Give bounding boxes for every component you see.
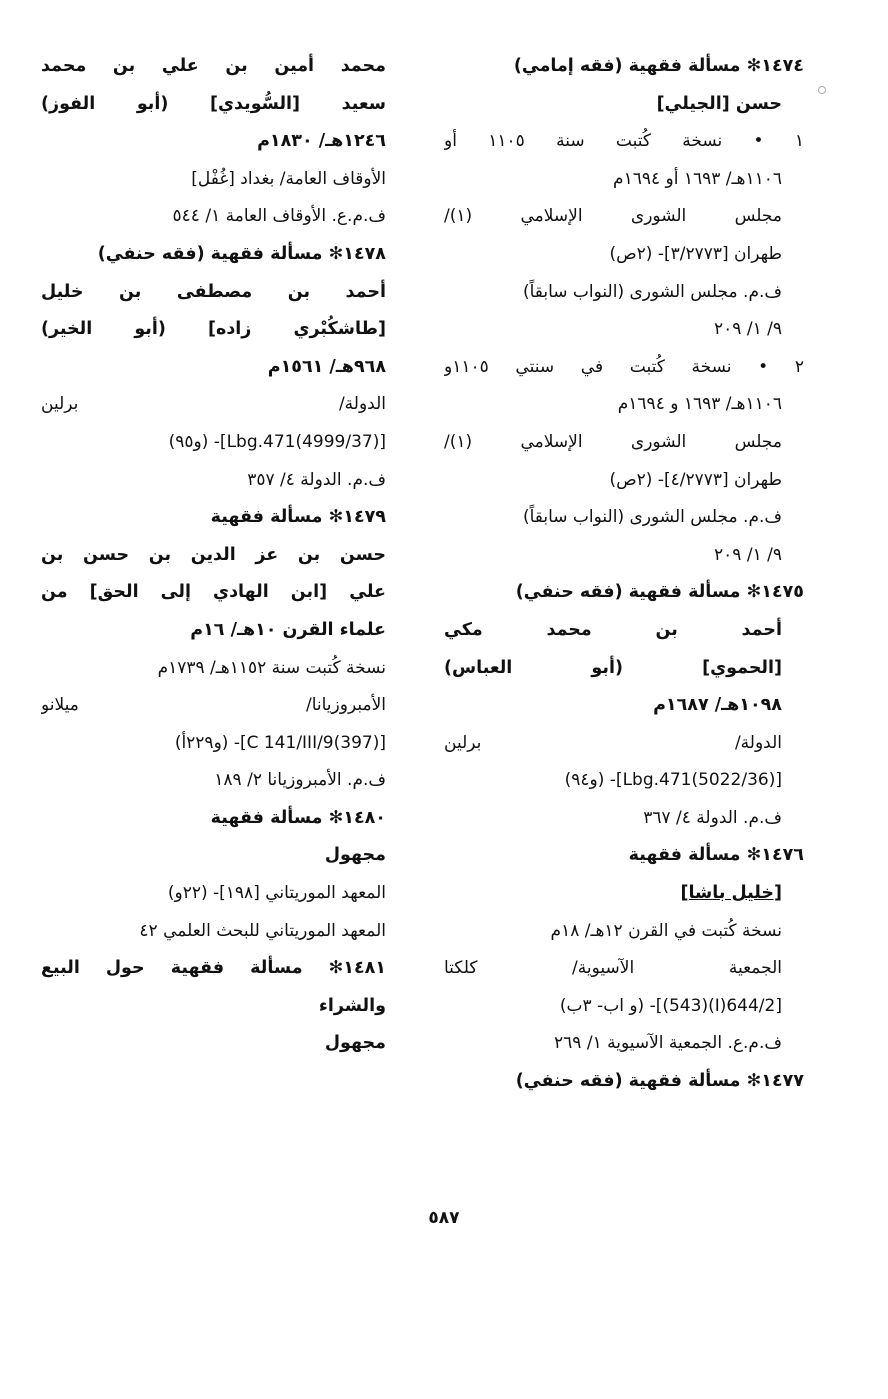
right-column <box>444 48 804 1101</box>
entry-1474-copy-1-catalog: ف.م. مجلس الشورى (النواب سابقاً) <box>522 281 782 302</box>
entry-1480-heading: ١٤٨٠✻ مسألة فقهية <box>210 807 386 828</box>
entry-1474-heading: ١٤٧٤✻ مسألة فقهية (فقه إمامي) <box>513 56 804 76</box>
entry-1474-author: حسن [الجيلي] <box>656 93 782 114</box>
entry-1474-copy-1-date-cont: ١١٠٦هـ/ ١٦٩٣ أو ١٦٩٤م <box>613 168 782 189</box>
entry-1476-heading: ١٤٧٦✻ مسألة فقهية <box>628 845 804 866</box>
entry-1476-library: الجمعية الآسيوية/ كلكتا <box>444 958 782 979</box>
entry-1481-heading: ١٤٨١✻ مسألة فقهية حول البيع <box>41 958 386 979</box>
entry-1475-author: أحمد بن محمد مكي <box>444 619 782 640</box>
entry-1479-author-cont: علي [ابن الهادي إلى الحق] من <box>41 582 386 603</box>
entry-1479-era: علماء القرن ١٠هـ/ ١٦م <box>190 619 386 640</box>
entry-1480-shelfmark: المعهد الموريتاني [١٩٨]- (٢٢و) <box>167 883 386 904</box>
margin-mark <box>818 86 826 94</box>
entry-1476-date: نسخة كُتبت في القرن ١٢هـ/ ١٨م <box>550 920 782 941</box>
entry-1475-heading: ١٤٧٥✻ مسألة فقهية (فقه حنفي) <box>515 582 804 603</box>
entry-1480-author: مجهول <box>324 845 386 866</box>
entry-1474-copy-1-library: مجلس الشورى الإسلامي (١)/ <box>444 206 782 227</box>
entry-1474-copy-1-date: ١ • نسخة كُتبت سنة ١١٠٥ أو <box>444 131 804 152</box>
entry-1478-shelfmark: [(4999/37)Lbg.471]- (و٩٥) <box>168 431 386 452</box>
entry-1477-author: محمد أمين بن علي بن محمد <box>41 56 386 76</box>
entry-1474-copy-2-date: ٢ • نسخة كُتبت في سنتي ١١٠٥و <box>444 356 804 377</box>
entry-1475-author-cont: [الحموي] (أبو العباس) <box>444 657 782 678</box>
entry-1474-copy-1-catalog-ref: ٩/ ١/ ٢٠٩ <box>714 319 782 340</box>
entry-1478-death-date: ٩٦٨هـ/ ١٥٦١م <box>267 356 386 377</box>
entry-1477-catalog: ف.م.ع. الأوقاف العامة ١/ ٥٤٤ <box>172 206 386 227</box>
entry-1477-library: الأوقاف العامة/ بغداد [غُفْل] <box>191 168 386 189</box>
entry-1478-library: الدولة/ برلين <box>41 394 386 415</box>
entry-1475-library: الدولة/ برلين <box>444 732 782 753</box>
entry-1477-heading: ١٤٧٧✻ مسألة فقهية (فقه حنفي) <box>515 1071 804 1092</box>
entry-1476-catalog: ف.م.ع. الجمعية الآسيوية ١/ ٢٦٩ <box>554 1033 782 1054</box>
entry-1478-heading: ١٤٧٨✻ مسألة فقهية (فقه حنفي) <box>97 243 386 264</box>
entry-1481-heading-cont: والشراء <box>318 995 386 1016</box>
left-column <box>41 48 386 1063</box>
entry-1474-copy-2-catalog: ف.م. مجلس الشورى (النواب سابقاً) <box>522 507 782 528</box>
entry-1475-death-date: ١٠٩٨هـ/ ١٦٨٧م <box>653 695 782 716</box>
entry-1474-copy-2-catalog-ref: ٩/ ١/ ٢٠٩ <box>714 544 782 565</box>
entry-1474-copy-1-shelfmark: طهران [٣/٢٧٧٣]- (٢ص) <box>609 243 782 264</box>
entry-1475-catalog: ف.م. الدولة ٤/ ٣٦٧ <box>643 807 782 828</box>
entry-1475-shelfmark: [(5022/36)Lbg.471]- (و٩٤) <box>564 770 782 791</box>
page-number: ٥٨٧ <box>428 1208 460 1228</box>
entry-1479-date: نسخة كُتبت سنة ١١٥٢هـ/ ١٧٣٩م <box>157 657 386 678</box>
entry-1476-shelfmark: [644/2(I)(543)]- (و اب- ٣ب) <box>559 995 782 1016</box>
entry-1479-shelfmark: [(397)C 141/III/9]- (و٢٢٩أ) <box>174 732 386 753</box>
entry-1474-copy-2-date-cont: ١١٠٦هـ/ ١٦٩٣ و ١٦٩٤م <box>617 394 782 415</box>
entry-1477-death-date: ١٢٤٦هـ/ ١٨٣٠م <box>257 131 386 152</box>
entry-1474-copy-2-shelfmark: طهران [٤/٢٧٧٣]- (٢ص) <box>609 469 782 490</box>
entry-1479-catalog: ف.م. الأمبروزيانا ٢/ ١٨٩ <box>214 770 386 791</box>
entry-1479-author: حسن بن عز الدين بن حسن بن <box>41 544 386 565</box>
entry-1479-heading: ١٤٧٩✻ مسألة فقهية <box>210 507 386 528</box>
entry-1474-copy-2-library: مجلس الشورى الإسلامي (١)/ <box>444 431 782 452</box>
entry-1477-author-cont: سعيد [السُّويدي] (أبو الفوز) <box>41 93 386 114</box>
entry-1476-author: [خليل باشا] <box>680 883 782 904</box>
entry-1480-catalog: المعهد الموريتاني للبحث العلمي ٤٢ <box>139 920 386 941</box>
entry-1479-library: الأمبروزيانا/ ميلانو <box>41 695 386 716</box>
entry-1478-author-cont: [طاشكُبْري زاده] (أبو الخير) <box>41 319 386 340</box>
entry-1478-author: أحمد بن مصطفى بن خليل <box>41 281 386 302</box>
entry-1478-catalog: ف.م. الدولة ٤/ ٣٥٧ <box>247 469 386 490</box>
entry-1481-author: مجهول <box>324 1033 386 1054</box>
